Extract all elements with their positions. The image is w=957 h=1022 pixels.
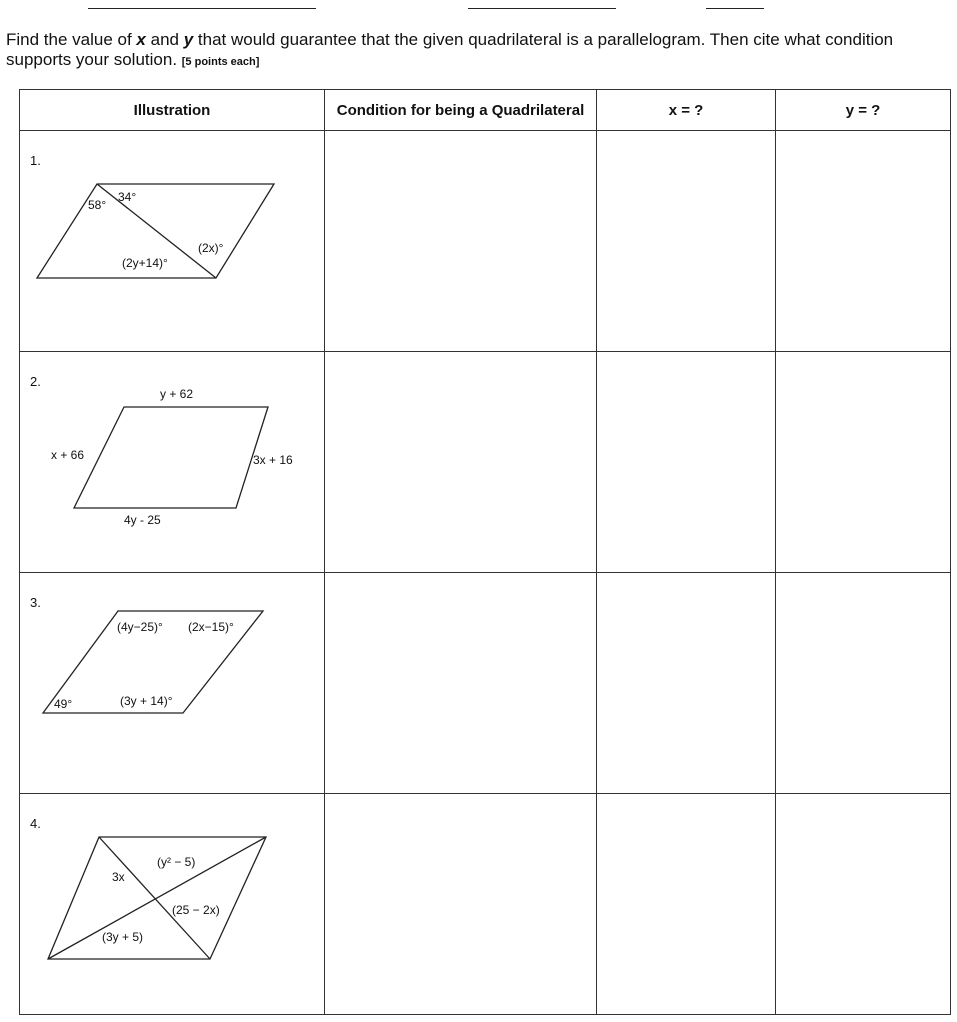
side-label: 3x + 16 bbox=[253, 453, 293, 467]
y-answer-cell-2[interactable] bbox=[776, 352, 951, 573]
parallelogram-figure-2 bbox=[20, 352, 325, 572]
y-answer-cell-1[interactable] bbox=[776, 131, 951, 352]
segment-label: (3y + 5) bbox=[102, 930, 144, 944]
header-condition: Condition for being a Quadrilateral bbox=[325, 90, 597, 131]
illustration-cell-3 bbox=[20, 573, 325, 794]
condition-cell-3[interactable] bbox=[325, 573, 597, 794]
side-label: 4y - 25 bbox=[124, 513, 161, 527]
points-note: [5 points each] bbox=[181, 56, 260, 68]
x-answer-cell-3[interactable] bbox=[597, 573, 776, 794]
angle-label: (3y + 14)° bbox=[120, 694, 173, 708]
problem-number: 4. bbox=[30, 816, 41, 831]
parallelogram-figure-4 bbox=[20, 794, 325, 1014]
header-y: y = ? bbox=[776, 90, 951, 131]
illustration-cell-4 bbox=[20, 794, 325, 1015]
angle-label: (2y+14)° bbox=[122, 256, 168, 270]
angle-label: 49° bbox=[54, 697, 73, 711]
angle-label: 34° bbox=[118, 190, 137, 204]
header-illustration: Illustration bbox=[20, 90, 325, 131]
side-label: y + 62 bbox=[160, 387, 194, 401]
worksheet-table bbox=[19, 89, 951, 1015]
x-answer-cell-4[interactable] bbox=[597, 794, 776, 1015]
parallelogram-figure-3 bbox=[20, 573, 325, 793]
segment-label: 3x bbox=[112, 870, 125, 884]
y-answer-cell-3[interactable] bbox=[776, 573, 951, 794]
angle-label: (2x−15)° bbox=[188, 620, 234, 634]
table-row bbox=[20, 573, 951, 794]
angle-label: (2x)° bbox=[198, 241, 224, 255]
x-answer-cell-2[interactable] bbox=[597, 352, 776, 573]
condition-cell-2[interactable] bbox=[325, 352, 597, 573]
segment-label: (y² − 5) bbox=[157, 855, 196, 869]
condition-cell-1[interactable] bbox=[325, 131, 597, 352]
problem-number: 2. bbox=[30, 374, 41, 389]
header-x: x = ? bbox=[597, 90, 776, 131]
table-header-row bbox=[20, 90, 951, 131]
angle-label: 58° bbox=[88, 198, 107, 212]
x-answer-cell-1[interactable] bbox=[597, 131, 776, 352]
illustration-cell-2 bbox=[20, 352, 325, 573]
name-year-score-header-lines bbox=[0, 0, 957, 14]
condition-cell-4[interactable] bbox=[325, 794, 597, 1015]
side-label: x + 66 bbox=[51, 448, 85, 462]
instructions: Find the value of x and y that would guarantee that the given quadrilateral is a parallelogram. Then cite what condition supports your solution. [5 points each] bbox=[6, 30, 894, 69]
problem-number: 3. bbox=[30, 595, 41, 610]
problem-number: 1. bbox=[30, 153, 41, 168]
segment-label: (25 − 2x) bbox=[172, 903, 220, 917]
table-row bbox=[20, 352, 951, 573]
parallelogram-figure-1 bbox=[20, 131, 325, 351]
angle-label: (4y−25)° bbox=[117, 620, 163, 634]
table-row bbox=[20, 794, 951, 1015]
y-answer-cell-4[interactable] bbox=[776, 794, 951, 1015]
illustration-cell-1 bbox=[20, 131, 325, 352]
table-row bbox=[20, 131, 951, 352]
